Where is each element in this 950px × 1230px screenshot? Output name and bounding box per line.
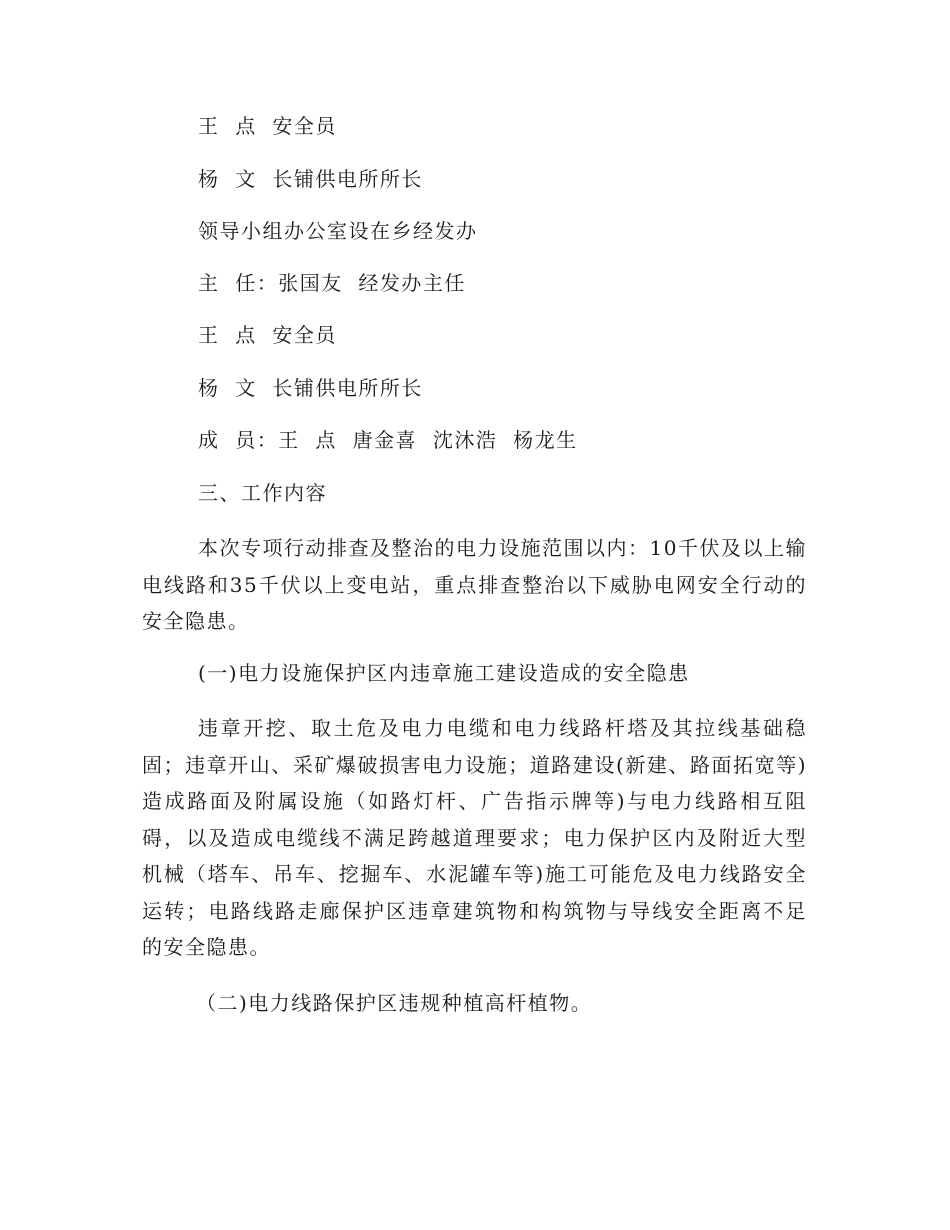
member-line-yang-wen: 杨 文 长铺供电所所长 [198,167,423,191]
director-line: 主 任：张国友 经发办主任 [198,271,466,295]
members-line: 成 员：王 点 唐金喜 沈沐浩 杨龙生 [198,428,578,452]
office-location-line: 领导小组办公室设在乡经发办 [198,219,478,243]
item-1-body: 违章开挖、取土危及电力电缆和电力线路杆塔及其拉线基础稳固；违章开山、采矿爆破损害电力设施；道路建设(新建、路面拓宽等)造成路面及附属设施（如路灯杆、广告指示牌等)与电力线路相互阻碍，以及造成电缆线不满足跨越道理要求；电力保护区内及附近大型机械（塔车、吊车、挖掘车、水泥罐车等)施工可能危及电力线路安全运转；电路线路走廊保护区违章建筑物和构筑物与导线安全距离不足的安全隐患。 [142,716,807,959]
scope-paragraph: 本次专项行动排查及整治的电力设施范围以内：10千伏及以上输电线路和35千伏以上变电站，重点排查整治以下威胁电网安全行动的安全隐患。 [142,536,807,633]
member-line-wang-dian: 王 点 安全员 [198,114,337,138]
item-1-heading: (一)电力设施保护区内违章施工建设造成的安全隐患 [198,661,690,685]
member-line-wang-dian-2: 王 点 安全员 [198,323,337,347]
item-2-heading: （二)电力线路保护区违规种植高杆植物。 [196,991,593,1015]
section-heading-work-content: 三、工作内容 [198,481,327,505]
member-line-yang-wen-2: 杨 文 长铺供电所所长 [198,376,423,400]
